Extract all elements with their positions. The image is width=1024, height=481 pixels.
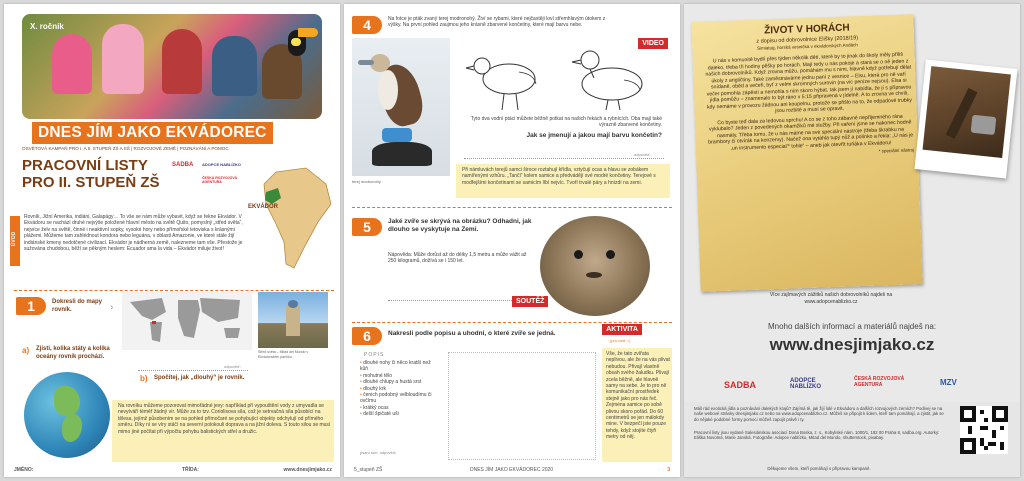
mzv-logo: MZV — [940, 378, 957, 387]
task-a-text: Zjisti, kolika státy a kolika oceány rovník prochází. — [36, 346, 110, 360]
bottom-text: Máš rád exotická jídla a poznávání dalekých krajů? Zajímá tě, jak žijí lidé v Ekvádoru a dalších rozvojových zemích? Podívej se na naše webové stránky dnesjimjako.cz nebo na www.adopcenablizko.cz. Můžeš se připojit k lidem, kteří tam pomáhají, a zjistit, jak se do nějaké podobné formy pomoci můžeš zapojit právě i ty. — [694, 406, 944, 422]
story-text: U nás v komunitě bydlí přes týden několik dětí, které by to jinak do školy měly příliš daleko, třeba tři hodiny pěšky po horách. Mají tedy u nás pokoje a stará se o ně jeden z našich dobrovolníků. Když zrovna můžu, pomáhám mu s nimi, hlavně když potřebují dělat úkoly z angličtiny. Také zaměstnáváme jednu paní z vesnice – Elsu, která pro ně vaří snídaně, oběd a večeři, byť z velmi skromných surovin (na víc peníze nejsou). Elsa si večer pomohla zápěstí a nemohla s ním skoro hýbat, tak jsem jí nabídla, že jí s přípravou jídla pomůžu – znamenalo to být ráno v 5:15 připravená v jídelně. A to zrovna ve chvíli, kdy nemáme v provozu žádnou ani koupelnu, protože se přišlo na to, že odpadové trubky jsou rozbité a musí se opravit. — [705, 51, 913, 115]
thanks-text: Děkujeme všem, kteří pomáhají s přípravou kampaně. — [767, 466, 871, 471]
monument-caption: Střed světa – Mitad del Mundo v Ekvádorském parčíku. — [258, 350, 309, 359]
footer-center: DNES JÍM JAKO EKVÁDOREC 2020 — [470, 467, 554, 473]
intro-tab-label: ÚVOD — [11, 231, 18, 247]
tortoise-eye-left — [574, 250, 583, 259]
footer-left: 5_stupeň ZŠ — [354, 467, 383, 473]
booby-caption: terej modronohý — [352, 179, 381, 184]
worksheet-heading-2: PRO II. STUPEŇ ZŠ — [22, 174, 160, 191]
sadba-logo: SADBA — [172, 162, 194, 168]
page-number: 3 — [667, 467, 670, 473]
activity-sub: (pro celé ○) — [610, 338, 631, 343]
story-subtitle: z dopisu od dobrovolnice Elišky (2018/19) — [756, 35, 859, 45]
task-4-badge: 4 — [352, 16, 382, 34]
drawing-area[interactable] — [448, 352, 596, 460]
bird-question: Jak se jmenují a jakou mají barvu končetin? — [526, 132, 662, 139]
polaroid-photo — [915, 59, 1018, 178]
monument-photo — [258, 292, 328, 348]
bird-sketch-2 — [564, 42, 654, 112]
logo-row — [172, 160, 252, 190]
answer-label-a: odpověď: — [224, 364, 241, 369]
popis-list — [360, 360, 440, 418]
chevron-right-icon: › — [110, 302, 114, 313]
more-info: Mnoho dalších informací a materiálů najdeš na: — [767, 322, 937, 331]
section-divider-2 — [352, 207, 672, 208]
task-4-text: Na fotce je pták zvaný terej modronohý. Živí se rybami, které nejčastěji loví střemhlavým útokem z výšky. Na první pohled zaujmou jeho krásně zbarvené končetiny, které mají barvu nebe. — [388, 16, 606, 29]
cra-logo: ČESKÁ ROZVOJOVÁ AGENTURA — [202, 176, 238, 184]
tortoise-eye-right — [606, 250, 615, 259]
popis-item: • dlouhý krk — [360, 385, 386, 392]
grade-label: X. ročník — [30, 22, 64, 31]
footer-class: TŘÍDA: — [182, 467, 199, 473]
worksheet-page-1 — [4, 4, 340, 477]
worksheet-page-3 — [684, 4, 1020, 477]
task-a-label: a) — [22, 346, 30, 355]
video-tag[interactable]: VIDEO — [638, 38, 668, 49]
booby-photo — [352, 38, 450, 176]
task-5-hint: Nápověda: Může dorůst až do délky 1,5 metru a může vážit až 250 kilogramů, dožívá se i 150 let. — [388, 252, 527, 265]
map-label: EKVÁDOR — [248, 204, 279, 210]
logos-row — [704, 372, 1004, 398]
task-1-text: Dokresli do mapy rovník. — [52, 299, 103, 313]
story-footnote: * speciální nástroj — [878, 147, 915, 154]
tortoise-nose — [586, 272, 602, 278]
child-3 — [162, 29, 202, 94]
adopce-logo: ADOPCE NABLÍZKO — [202, 162, 241, 167]
section-divider — [14, 290, 334, 291]
globe-image — [24, 372, 110, 458]
booby-chest — [378, 70, 398, 110]
activity-tag[interactable]: AKTIVITA — [602, 324, 642, 335]
tool-can — [971, 115, 997, 135]
story-quote: Co byste teď dala za ledovou sprchu! A co se z toho zábavné nepříjemného rána vyklubalo? Jeden z povedených okamžiků mé služby. Při vaření jsme se nakonec hodně nasmály. Třeba tomu, že u nás máme na své speciální nástroje (třeba škrabku na brambory či otvírák na konzervy). Načež ona vytáhla tupý nůž a polínko a řekla: „U nás je ,un instrumento especial‘* tohle“ – aneb jak otevřít tuňáka v Ekvádoru! — [708, 113, 914, 152]
guess-label: psaní sun: odpověď: — [360, 450, 397, 455]
answer-line-a — [138, 370, 248, 371]
child-4 — [212, 36, 257, 96]
worksheet-heading-1: PRACOVNÍ LISTY — [22, 157, 148, 174]
south-america-shape — [264, 168, 331, 268]
ecuador-marker — [152, 321, 156, 324]
campaign-subtitle: OSVĚTOVÁ KAMPAŇ PRO I. A II. STUPEŇ ZŠ A SŠ | ROZVOJOVÉ ZEMĚ | POZNÁVÁNÍ A POMOC — [22, 146, 229, 151]
task-5-badge: 5 — [352, 218, 382, 236]
coriolis-note: Na rovníku můžeme pozorovat mimořádné jevy: například při vypouštění vody z umyvadla se nevytváří téměř žádný vír. Může za to tzv. Coriolisova síla, což je setrvačná síla působící na tělesa, jejímž působením se na pohled přímočaré se pohybující objekty odchylují od přímého směru. Díky ní se víry stáčí na severní polokouli doprava a na jižní doleva. S touto silou se musí mimo jiné počítat při výpočtu pohybu balistických střel a družic. — [118, 403, 331, 435]
task-6-badge: 6 — [352, 327, 382, 345]
bird-sketch-1 — [464, 44, 554, 114]
footer-url[interactable]: www.dnesjimjako.cz — [283, 467, 332, 473]
sadba-logo: SADBA — [724, 380, 757, 390]
letter-content — [704, 20, 914, 159]
more-stories: Více zajímavých zážitků našich dobrovolníků najdeš na www.adopcenablizko.cz — [769, 292, 893, 305]
popis-item: • čenich podobný velbloudímu či ovčímu — [360, 392, 432, 405]
popis-item: • krátký ocas — [360, 404, 389, 411]
ecuador-map — [256, 164, 336, 274]
popis-title: POPIS — [364, 352, 385, 358]
tool-photo — [923, 66, 1011, 158]
website-link[interactable]: www.dnesjimjako.cz — [769, 335, 935, 354]
popis-item: • delší špičaté uši — [360, 411, 399, 418]
contest-tag[interactable]: SOUTĚŽ — [512, 296, 548, 307]
booby-rock — [372, 142, 432, 166]
hero-photo — [22, 14, 322, 119]
popis-item: • mohutné tělo — [360, 372, 393, 379]
cra-logo: ČESKÁ ROZVOJOVÁ AGENTURA — [854, 376, 905, 388]
world-map — [122, 292, 252, 350]
intro-text: Rovník, Jižní Amerika, indiáni, Galapágy… To vše se nám může vybavit, když se řekne Ekvádor. V Ekvádoru se nachází druhé nejvýše položené hlavní město na světě Quito, pomyslný „střed světa“, nejvíce želv na světě, činné i neaktivní sopky, vysoké hory nebo přímořské letoviska s krásnými plážemi. Můžeme tam zahlédnout kondora nebo leguána, v oblasti Amazonie, ve které stále žijí indiánské kmeny nedotčené civilizací. Ekvádor je nádherná země, nalezneme tam vše. Přestože je sužována chudobou, běží se pěkným heslem: Ecuador ama la vida – Ekvádor miluje život! — [24, 214, 243, 253]
answer-label-4: odpověď: — [634, 152, 651, 157]
task-6-text: Nakresli podle popisu a uhodni, o které zvíře se jedná. — [388, 330, 556, 337]
booby-feet — [382, 128, 412, 142]
child-1 — [52, 34, 92, 94]
worksheet-page-2 — [344, 4, 680, 477]
child-2 — [102, 24, 144, 94]
section-divider-3 — [352, 322, 672, 323]
toucan-icon — [288, 22, 318, 62]
courtship-text: Při námluvách terejů samci široce roztahují křídla, vztyčují ocas a hlavu se zobákem namířenými vzhůru. „Tančí“ kolem samice a předvádějí své modré končetiny. Terejové s modřejšími končetinami se samicím líbí nejvíc. Tvoří trvalé páry a hnízdí na zemi. — [462, 167, 656, 186]
task-5-text: Jaké zvíře se skrývá na obrázku? Odhadni, jak dlouho se vyskytuje na Zemi. — [388, 218, 532, 233]
task-1-badge: 1 — [16, 297, 46, 315]
credits-text: Pracovní listy jsou vydané Salesiánskou asociací Dona Boska, z. s., Kobyliské nám. 1000/1, 182 00 Praha 8, sadba.org. Autorky: Eliška Novotná, Marie Janská. Fotografie: Adopce nablízko, Mitad del Mundo, shutterstock, pixabay. — [694, 430, 940, 441]
tortoise-photo — [540, 216, 650, 316]
task-6-fact: Vše, že tato zvířata neplivou, ale že na vás plivat nebudou. Přivají vlastně obsah svého žaludku. Plivají zcela běžně, ale hlavně samy na sebe. Je to pro ně komunikační prostředek stejně jako pro nás řeč. Zejména samice po sobě plivou skoro pořád. Do 60 centimetrů se jen málokdy mine. V bezpečí jste pouze tehdy, když stojíte čtyři metry od něj. — [606, 351, 670, 441]
story-title: ŽIVOT V HORÁCH — [763, 22, 850, 37]
task-b-text: Spočítej, jak „dlouhý“ je rovník. — [154, 375, 245, 381]
answer-line-4 — [464, 158, 664, 159]
australia — [224, 328, 240, 338]
story-place: Simiatug, horská vesnička v ekvádorských Andách — [757, 42, 858, 51]
popis-item: • dlouhé nohy či něco kratší než kůň — [360, 360, 431, 373]
footer-name: JMÉNO: — [14, 467, 34, 473]
adopce-logo: ADOPCE NABLÍZKO — [790, 378, 821, 390]
qr-code[interactable] — [960, 406, 1008, 454]
task-b-label: b) — [140, 374, 148, 383]
bird-question-text: Tyto dva vodní ptáci můžete běžně potkat na našich řekách a rybnících. Oba mají také výrazně zbarvené končetiny. — [470, 116, 662, 129]
popis-item: • dlouhé chlupy a hustá srst — [360, 379, 422, 386]
campaign-title: DNES JÍM JAKO EKVÁDOREC — [32, 122, 273, 144]
booby-beak — [358, 60, 374, 65]
